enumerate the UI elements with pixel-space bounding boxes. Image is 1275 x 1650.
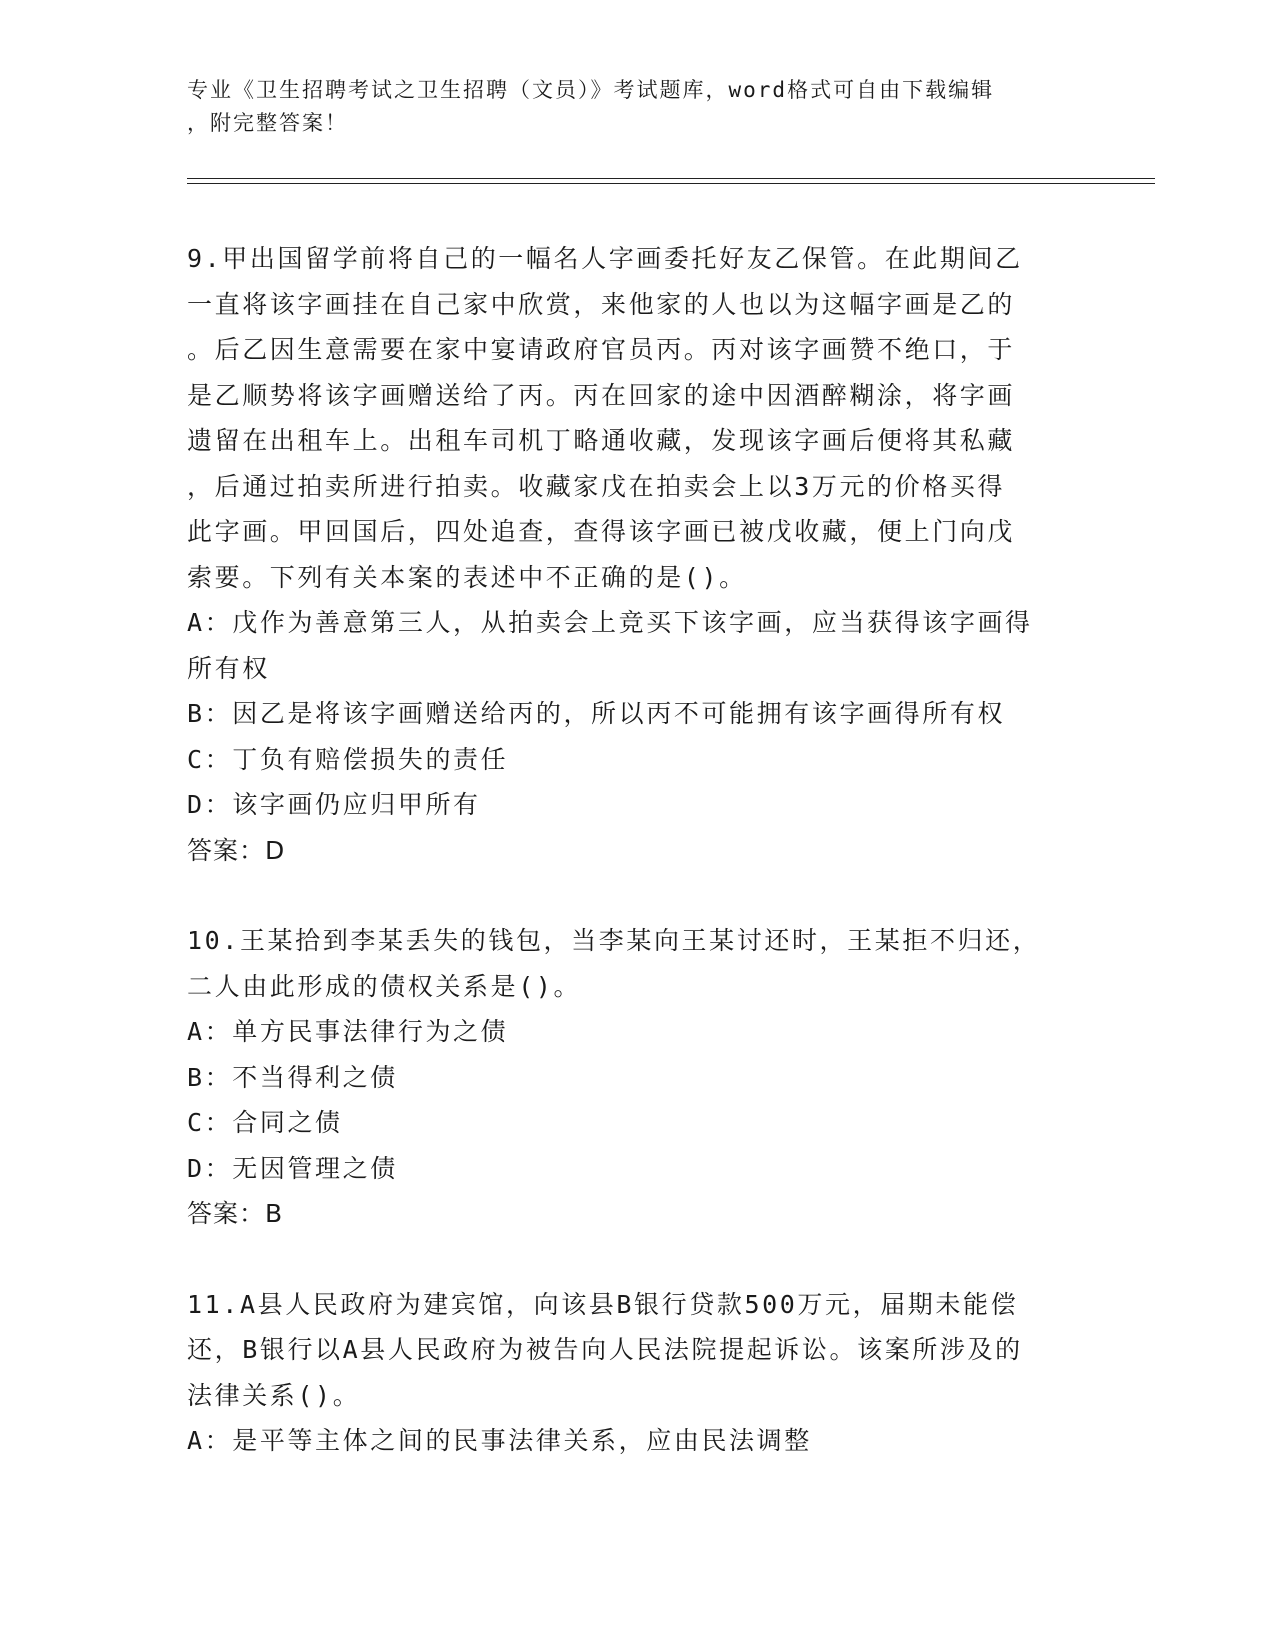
- answer-label: 答案：D: [187, 835, 286, 865]
- option-d: [187, 1146, 1087, 1192]
- option-line: 所有权: [187, 653, 270, 683]
- option-line: C：合同之债: [187, 1108, 343, 1137]
- question-text: [187, 236, 1087, 600]
- option-c: [187, 737, 1087, 783]
- question-line: 是乙顺势将该字画赠送给了丙。丙在回家的途中因酒醉糊涂，将字画: [187, 380, 1016, 410]
- question-line: 还，B银行以A县人民政府为被告向人民法院提起诉讼。该案所涉及的: [187, 1335, 1023, 1364]
- question-line: 9.甲出国留学前将自己的一幅名人字画委托好友乙保管。在此期间乙: [187, 244, 1023, 273]
- option-b: [187, 691, 1087, 737]
- question-spacer: [187, 1237, 1087, 1282]
- option-b: [187, 1055, 1087, 1101]
- question-10: [187, 918, 1087, 1237]
- question-line: 遗留在出租车上。出租车司机丁略通收藏，发现该字画后便将其私藏: [187, 426, 1016, 455]
- question-list: [187, 236, 1087, 1464]
- option-c: [187, 1100, 1087, 1146]
- answer-label: 答案：B: [187, 1199, 284, 1228]
- question-text: [187, 1282, 1087, 1419]
- option-a: [187, 600, 1087, 691]
- question-text: [187, 918, 1087, 1009]
- question-11: [187, 1282, 1087, 1464]
- question-line: 一直将该字画挂在自己家中欣赏，来他家的人也以为这幅字画是乙的: [187, 289, 1016, 319]
- question-line: 法律关系()。: [187, 1380, 361, 1410]
- header-divider-top: [187, 178, 1155, 179]
- document-header: [187, 74, 1087, 140]
- question-line: 此字画。甲回国后，四处追查，查得该字画已被戊收藏，便上门向戊: [187, 517, 1016, 546]
- question-line: 索要。下列有关本案的表述中不正确的是()。: [187, 562, 747, 592]
- question-line: 10.王某拾到李某丢失的钱包，当李某向王某讨还时，王某拒不归还，: [187, 926, 1041, 955]
- option-line: A：戊作为善意第三人，从拍卖会上竞买下该字画，应当获得该字画得: [187, 608, 1033, 637]
- header-divider-bottom: [187, 183, 1155, 184]
- question-line: 11.A县人民政府为建宾馆，向该县B银行贷款500万元，届期未能偿: [187, 1289, 1019, 1319]
- option-line: C：丁负有赔偿损失的责任: [187, 744, 509, 774]
- question-9: [187, 236, 1087, 873]
- header-line-2: ，附完整答案！: [187, 111, 348, 135]
- option-line: A：单方民事法律行为之债: [187, 1017, 509, 1046]
- header-line-1: 专业《卫生招聘考试之卫生招聘（文员）》考试题库，word格式可自由下载编辑: [187, 78, 995, 102]
- option-a: [187, 1009, 1087, 1055]
- option-line: D：无因管理之债: [187, 1153, 398, 1183]
- option-d: [187, 782, 1087, 828]
- option-line: B：因乙是将该字画赠送给丙的，所以丙不可能拥有该字画得所有权: [187, 699, 1006, 728]
- question-line: 。后乙因生意需要在家中宴请政府官员丙。丙对该字画赞不绝口，于: [187, 335, 1016, 364]
- option-a: [187, 1418, 1087, 1464]
- option-line: B：不当得利之债: [187, 1062, 398, 1092]
- question-spacer: [187, 873, 1087, 918]
- question-line: 二人由此形成的债权关系是()。: [187, 971, 582, 1001]
- option-line: A：是平等主体之间的民事法律关系，应由民法调整: [187, 1426, 812, 1455]
- question-line: ，后通过拍卖所进行拍卖。收藏家戊在拍卖会上以3万元的价格买得: [187, 471, 1006, 501]
- option-line: D：该字画仍应归甲所有: [187, 790, 481, 819]
